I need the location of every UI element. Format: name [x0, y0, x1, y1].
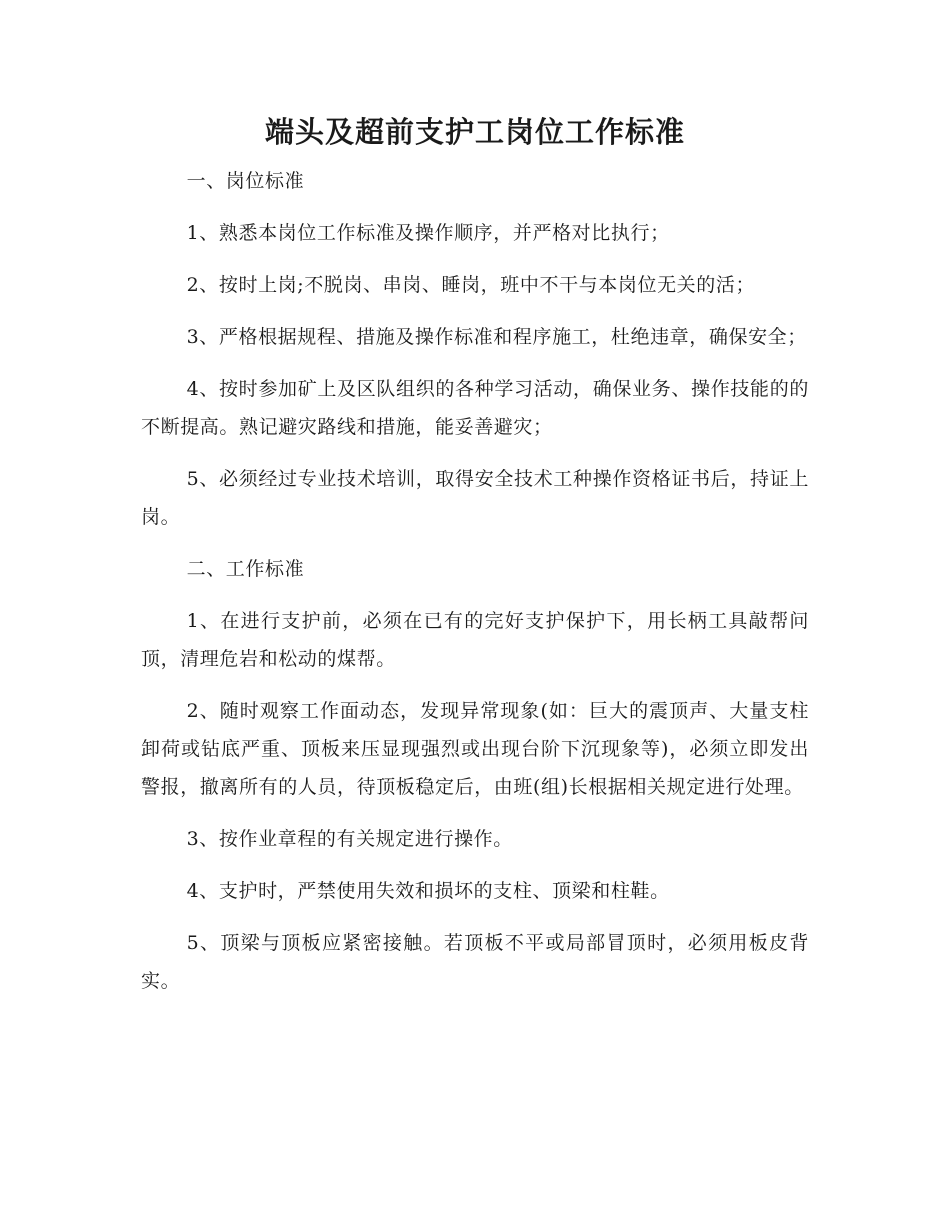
section-work-standard	[141, 550, 809, 1000]
standard-item: 2、随时观察工作面动态，发现异常现象(如：巨大的震顶声、大量支柱卸荷或钻底严重、顶板来压显现强烈或出现台阶下沉现象等)，必须立即发出警报，撤离所有的人员，待顶板稳定后，由班(组)长根据相关规定进行处理。	[141, 700, 809, 798]
standard-item: 4、按时参加矿上及区队组织的各种学习活动，确保业务、操作技能的的不断提高。熟记避灾路线和措施，能妥善避灾；	[141, 378, 809, 438]
standard-item: 3、严格根据规程、措施及操作标准和程序施工，杜绝违章，确保安全；	[186, 326, 807, 348]
section-job-standard	[141, 162, 809, 536]
standard-item: 4、支护时，严禁使用失效和损坏的支柱、顶梁和柱鞋。	[186, 880, 670, 902]
standard-item: 5、必须经过专业技术培训，取得安全技术工种操作资格证书后，持证上岗。	[141, 468, 809, 528]
document-title: 端头及超前支护工岗位工作标准	[264, 115, 685, 149]
standard-item: 1、熟悉本岗位工作标准及操作顺序，并严格对比执行；	[186, 222, 670, 244]
section-heading: 二、工作标准	[186, 558, 305, 580]
standard-item: 1、在进行支护前，必须在已有的完好支护保护下，用长柄工具敲帮问顶，清理危岩和松动的煤帮。	[141, 610, 809, 670]
section-heading: 一、岗位标准	[186, 170, 305, 192]
standard-item: 2、按时上岗;不脱岗、串岗、睡岗，班中不干与本岗位无关的活；	[186, 274, 756, 296]
standard-item: 3、按作业章程的有关规定进行操作。	[186, 828, 513, 850]
standard-item: 5、顶梁与顶板应紧密接触。若顶板不平或局部冒顶时，必须用板皮背实。	[141, 932, 809, 992]
document-page	[141, 110, 809, 1014]
